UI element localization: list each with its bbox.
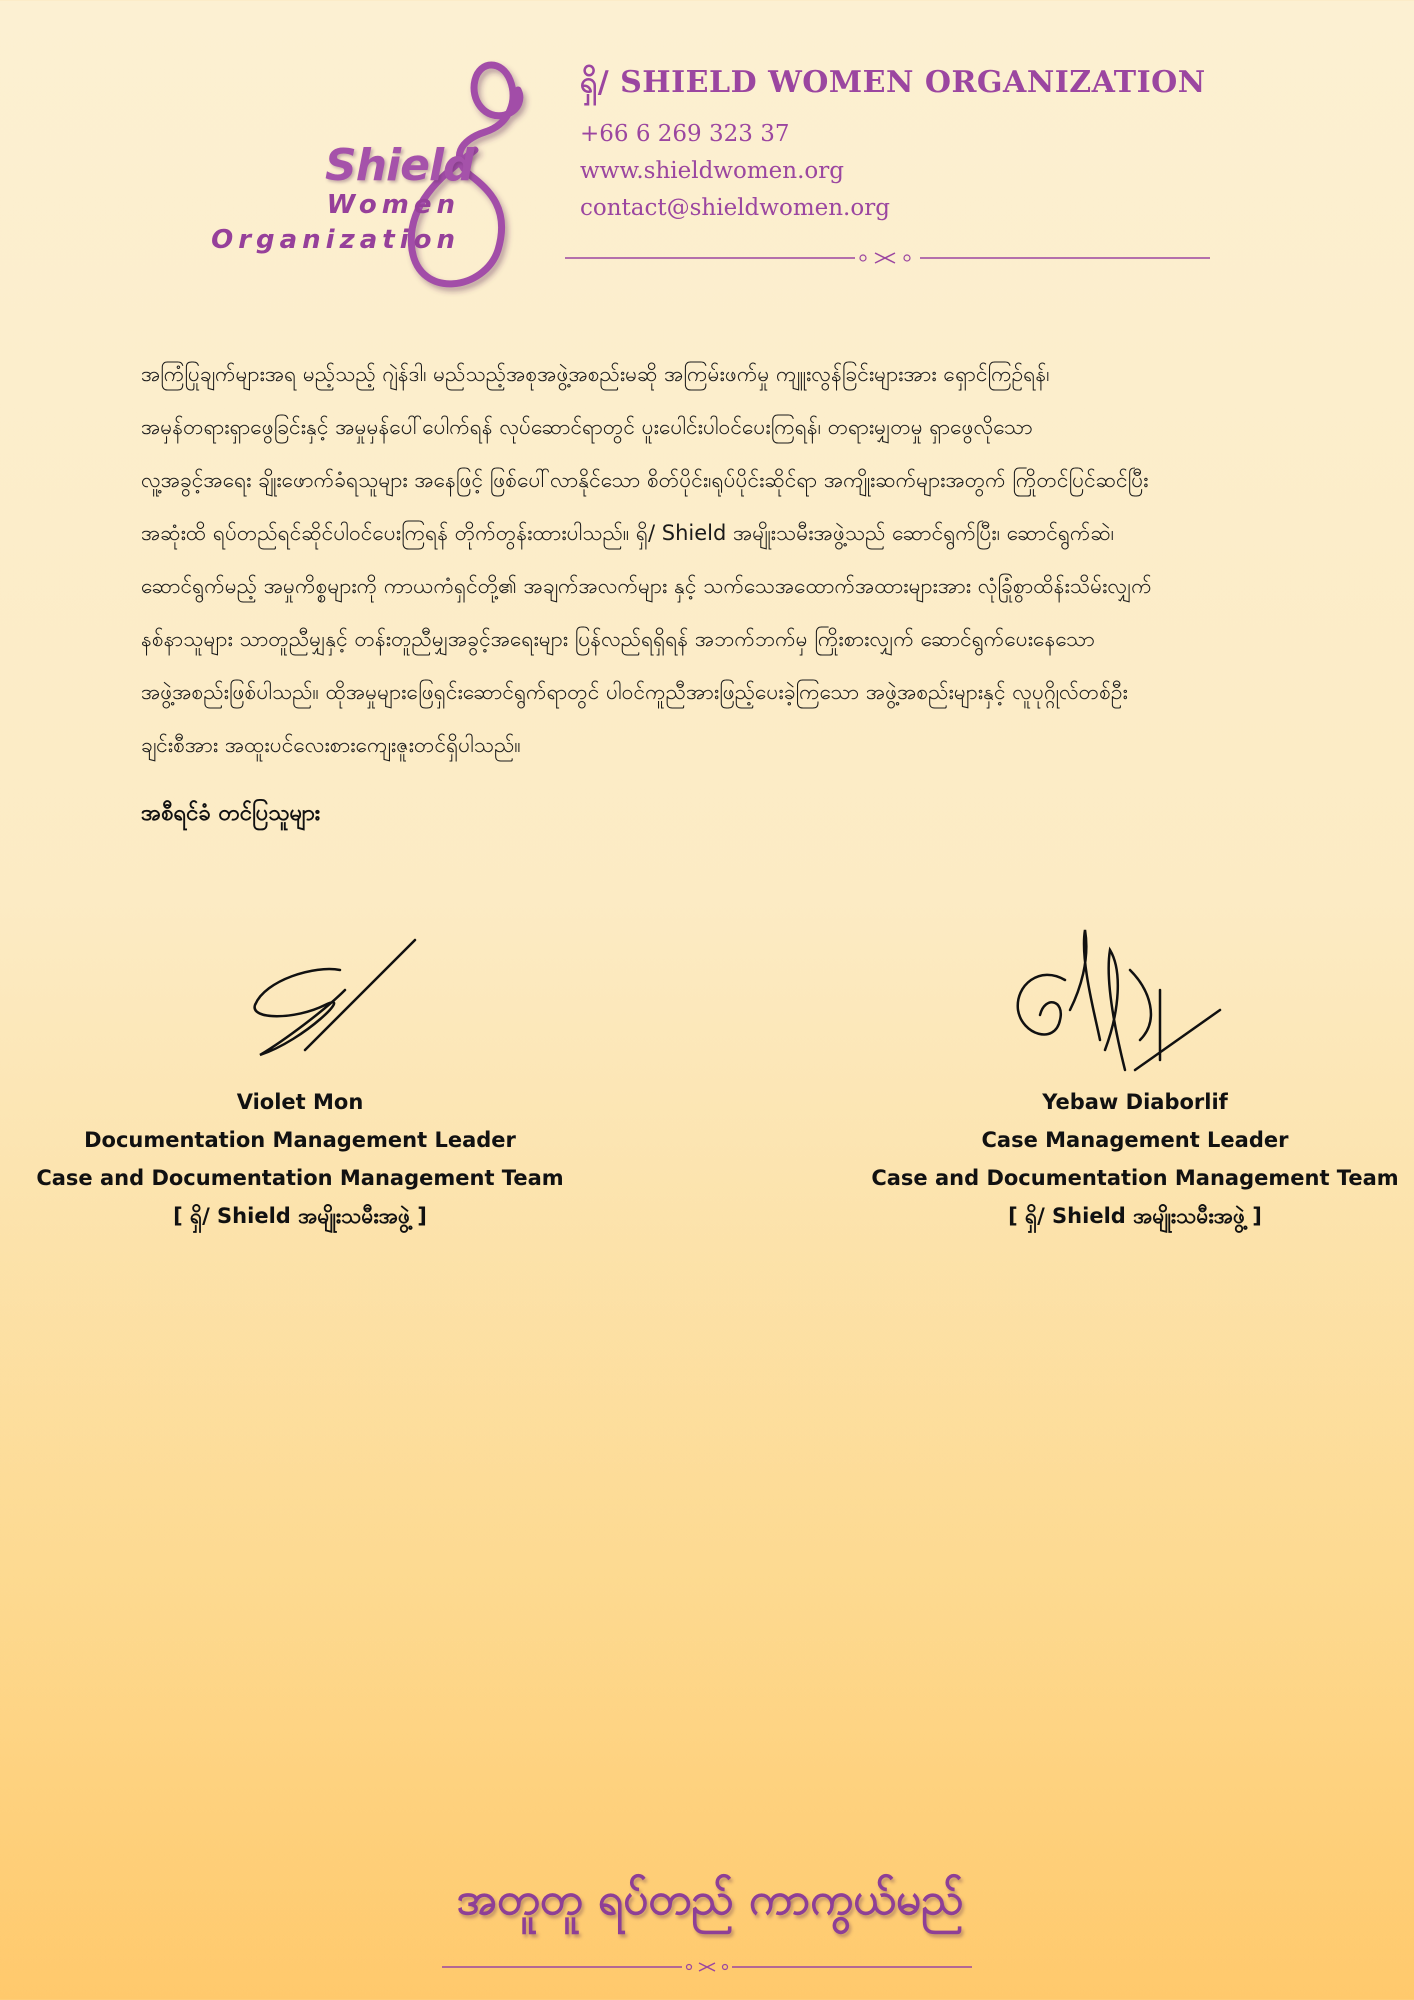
body-line: အဆုံးထိ ရပ်တည်ရင်ဆိုင်ပါဝင်ပေးကြရန် တိုက်တွန်းထားပါသည်။ ရှိ/ Shield အမျိုးသမီးအဖွဲ့သည် ဆောင်ရွက်ပြီး၊ ဆောင်ရွက်ဆဲ၊ bbox=[141, 521, 1115, 545]
website-link[interactable]: www.shieldwomen.org bbox=[580, 158, 844, 184]
phone-number: +66 6 269 323 37 bbox=[580, 121, 790, 147]
body-line: ချင်းစီအား အထူးပင်လေးစားကျေးဇူးတင်ရှိပါသည်။ bbox=[141, 733, 521, 757]
signatory-org: [ ရှိ/ Shield အမျိုးသမီးအဖွဲ့ ] bbox=[1008, 1204, 1262, 1228]
body-line: လူ့အခွင့်အရေး ချိုးဖောက်ခံရသူများ အနေဖြင့် ဖြစ်ပေါ်လာနိုင်သော စိတ်ပိုင်း၊ရုပ်ပိုင်းဆိုင်ရာ အကျိုးဆက်များအတွက် ကြိုတင်ပြင်ဆင်ပြီး bbox=[141, 468, 1149, 492]
signature-violet-mon bbox=[245, 930, 425, 1060]
body-line: ဆောင်ရွက်မည့် အမှုကိစ္စများကို ကာယကံရှင်တို့၏ အချက်အလက်များ နှင့် သက်သေအထောက်အထားများအား လုံခြုံစွာထိန်းသိမ်းလျှက် bbox=[141, 574, 1152, 598]
logo-line-organization: Organization bbox=[211, 225, 460, 255]
letter-body bbox=[141, 348, 1356, 772]
footer-divider bbox=[442, 1960, 972, 1974]
organization-logo bbox=[150, 40, 590, 310]
logo-line-women: Women bbox=[326, 190, 460, 220]
signatory-title: Case Management Leader bbox=[981, 1128, 1289, 1152]
signatory-org: [ ရှိ/ Shield အမျိုးသမီးအဖွဲ့ ] bbox=[173, 1204, 427, 1228]
signature-yebaw-diaborlif bbox=[1010, 920, 1230, 1090]
signatory-team: Case and Documentation Management Team bbox=[36, 1166, 564, 1190]
body-line: အဖွဲ့အစည်းဖြစ်ပါသည်။ ထိုအမှုများဖြေရှင်းဆောင်ရွက်ရာတွင် ပါဝင်ကူညီအားဖြည့်ပေးခဲ့ကြသော အဖွဲ့အစည်းများနှင့် လူပုဂ္ဂိုလ်တစ်ဦး bbox=[141, 680, 1128, 704]
signatory-name: Yebaw Diaborlif bbox=[1042, 1090, 1228, 1114]
organization-contact-block bbox=[580, 62, 1210, 232]
closing-heading: အစီရင်ခံ တင်ပြသူများ bbox=[141, 801, 321, 826]
signatory-title: Documentation Management Leader bbox=[84, 1128, 516, 1152]
footer-motto: အတူတူ ရပ်တည် ကာကွယ်မည် bbox=[456, 1874, 964, 1925]
body-line: အကြံပြုချက်များအရ မည့်သည့် ဂျဲန်ဒါ၊ မည်သည့်အစုအဖွဲ့အစည်းမဆို အကြမ်းဖက်မှု ကျူးလွန်ခြင်းများအား ရှောင်ကြဉ်ရန်၊ bbox=[141, 362, 1050, 386]
email-link[interactable]: contact@shieldwomen.org bbox=[580, 195, 890, 221]
organization-name: ရှိ/ SHIELD WOMEN ORGANIZATION bbox=[580, 65, 1206, 100]
logo-word: Shield bbox=[325, 140, 474, 191]
body-line: အမှန်တရားရှာဖွေခြင်းနှင့် အမှုမှန်ပေါ်ပေါက်ရန် လုပ်ဆောင်ရာတွင် ပူးပေါင်းပါဝင်ပေးကြရန်၊ တရားမျှတမှု ရှာဖွေလိုသော bbox=[141, 415, 1033, 439]
header-divider bbox=[565, 250, 1210, 266]
signatory-team: Case and Documentation Management Team bbox=[871, 1166, 1399, 1190]
signatory-block-left bbox=[20, 1083, 580, 1235]
body-line: နစ်နာသူများ သာတူညီမျှနှင့် တန်းတူညီမျှအခွင့်အရေးများ ပြန်လည်ရရှိရန် အဘက်ဘက်မှ ကြိုးစားလျှက် ဆောင်ရွက်ပေးနေသော bbox=[141, 627, 1095, 651]
signatory-name: Violet Mon bbox=[236, 1090, 364, 1114]
signatory-block-right bbox=[855, 1083, 1414, 1235]
